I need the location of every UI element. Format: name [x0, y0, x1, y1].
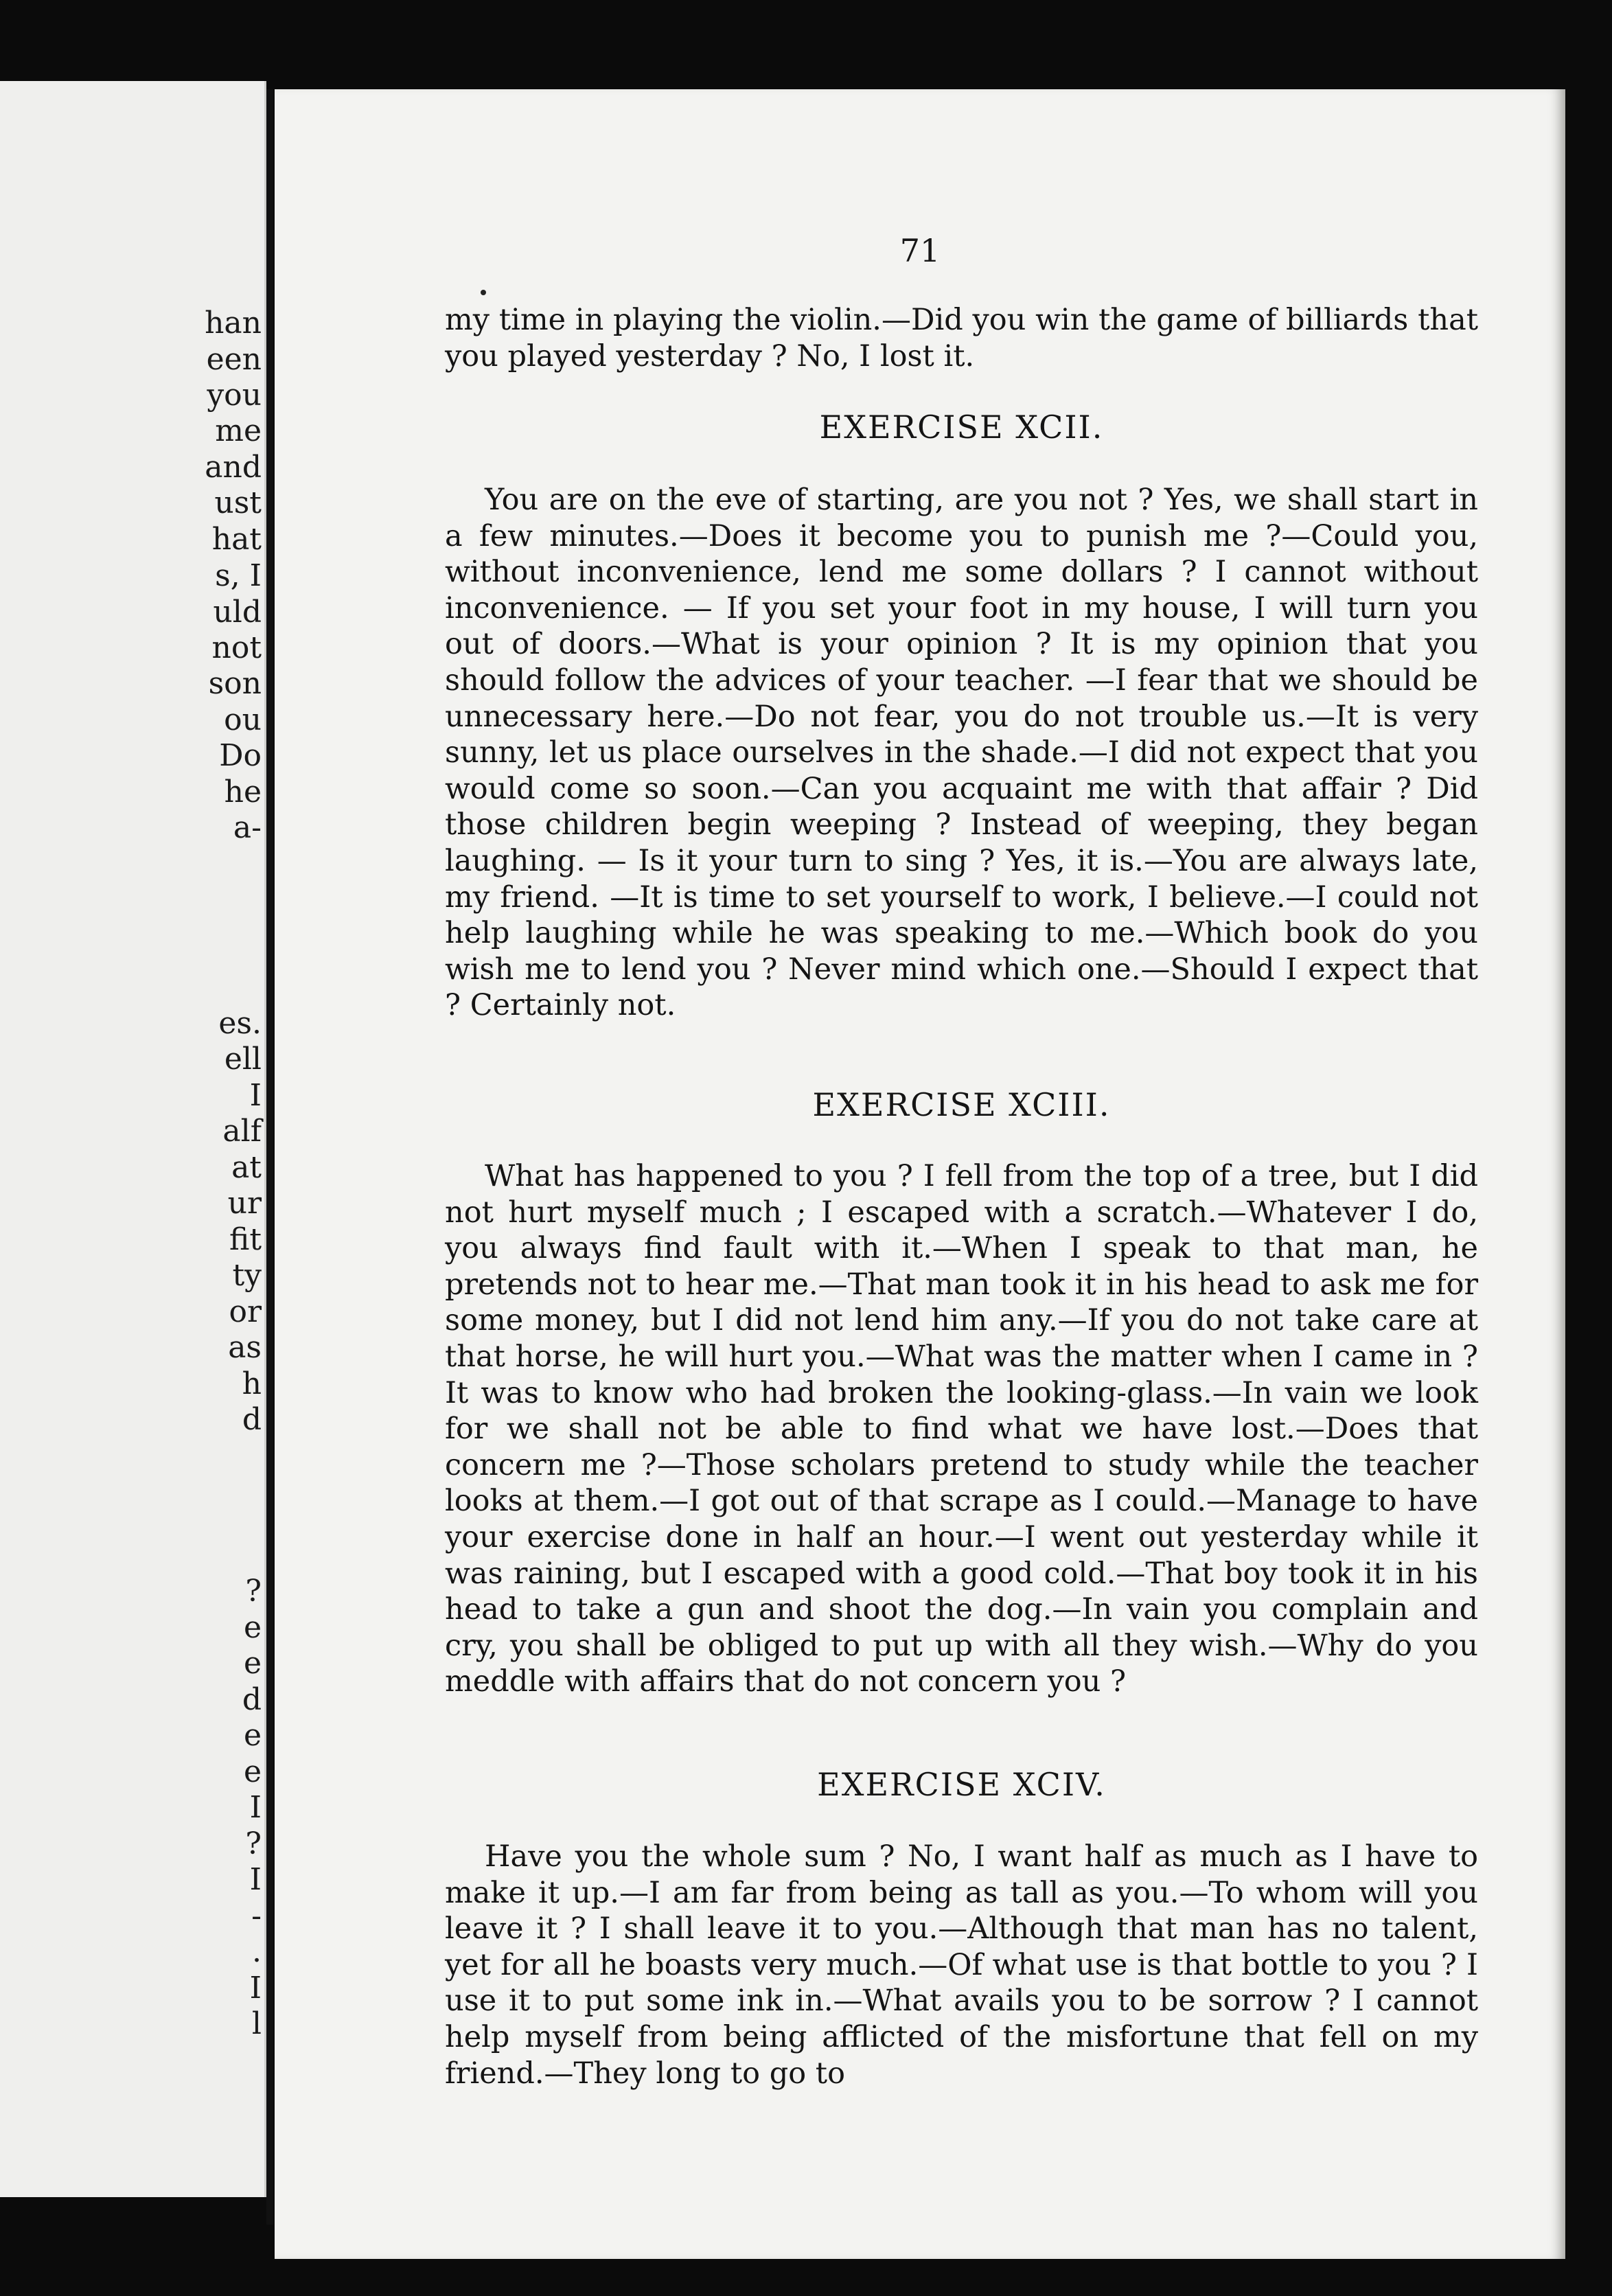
exercise-xciii-heading: EXERCISE XCIII.: [812, 1086, 1111, 1123]
left-page-fragment: son: [208, 666, 262, 701]
exercise-xciv-heading: EXERCISE XCIV.: [817, 1766, 1106, 1803]
left-page-fragment: you: [207, 378, 262, 413]
left-page-fragment: een: [206, 342, 262, 377]
left-page-fragment: a-: [233, 810, 262, 845]
left-page-fragment: alf: [222, 1114, 262, 1149]
left-page-fragment: .: [252, 1934, 262, 1969]
left-page-fragment: ty: [232, 1258, 262, 1293]
left-page-fragment: fit: [229, 1222, 262, 1257]
left-page-fragment: h: [242, 1366, 262, 1401]
intro-paragraph: [445, 302, 1478, 374]
left-page-fragment: at: [231, 1150, 262, 1185]
left-page-fragment: I: [249, 1790, 262, 1825]
left-page-fragment: Do: [219, 738, 262, 773]
page-gutter: [266, 89, 273, 2225]
left-page-fragment: es.: [218, 1006, 262, 1041]
stray-ink-dot: [481, 290, 486, 295]
right-page: [275, 89, 1565, 2259]
page-number: 71: [899, 232, 941, 269]
left-page-fragment: ?: [245, 1574, 262, 1609]
left-page-fragment: han: [205, 306, 262, 341]
left-page-fragment: hat: [211, 522, 262, 557]
exercise-xcii-text: You are on the eve of starting, are you not ? Yes, we shall start in a few minutes.—Does it become you to punish me ?—Could you, without inconvenience, lend me some dollars ? I cannot without inconvenience. — If you set your foot in my house, I will turn you out of doors.—What is your opinion ? It is my opinion that you should follow the advices of your teacher. —I fear that we should be unnecessary here.—Do not fear, you do not trouble us.—It is very sunny, let us place ourselves in the shade.—I did not expect that you would come so soon.—Can you acquaint me with that affair ? Did those children begin weeping ? Instead of weeping, they began laughing. — Is it your turn to sing ? Yes, it is.—You are always late, my friend. —It is time to set yourself to work, I believe.—I could not help laughing while he was speaking to me.—Which book do you wish me to lend you ? Never mind which one.—Should I expect that ? Certainly not.: [445, 483, 1478, 1023]
left-page-fragment: ust: [214, 485, 262, 520]
left-page-fragment: uld: [213, 595, 262, 630]
left-page-fragment: e: [243, 1646, 262, 1681]
exercise-xciii-text: What has happened to you ? I fell from the top of a tree, but I did not hurt myself much ; I escaped with a scratch.—Whatever I do, you always find fault with it.—When I speak to that man, he pretends not to hear me.—That man took it in his head to ask me for some money, but I did not lend him any.—If you do not take care at that horse, he will hurt you.—What was the matter when I came in ? It was to know who had broken the looking-glass.—In vain we look for we shall not be able to find what we have lost.—Does that concern me ?—Those scholars pretend to study while the teacher looks at them.—I got out of that scrape as I could.—Manage to have your exercise done in half an hour.—I went out yesterday while it was raining, but I escaped with a good cold.—That boy took it in his head to take a gun and shoot the dog.—In vain you complain and cry, you shall be obliged to put up with all they wish.—Why do you meddle with affairs that do not concern you ?: [445, 1159, 1478, 1699]
left-page-fragment: ur: [227, 1186, 262, 1221]
intro-text: my time in playing the violin.—Did you win the game of billiards that you played yesterday ? No, I lost it.: [445, 303, 1478, 374]
left-page-fragment: e: [243, 1718, 262, 1753]
left-page-fragment: I: [249, 1078, 262, 1113]
left-page-fragment: I: [249, 1971, 262, 2006]
left-page-fragment: ou: [224, 702, 262, 737]
left-page-fragment: l: [251, 2006, 262, 2041]
exercise-xcii-heading: EXERCISE XCII.: [819, 409, 1104, 446]
left-page-fragment: d: [242, 1402, 262, 1437]
left-page-fragment: he: [224, 774, 262, 810]
left-page-fragment: e: [243, 1610, 262, 1645]
left-page-fragment: ell: [224, 1042, 262, 1077]
left-page-fragment: d: [242, 1682, 262, 1717]
exercise-xcii-body: [445, 482, 1478, 1024]
left-page-fragment: and: [205, 450, 262, 485]
left-page-fragment: as: [228, 1330, 262, 1365]
left-facing-page: [0, 81, 266, 2197]
exercise-xciv-body: [445, 1839, 1478, 2091]
left-page-fragment: e: [243, 1754, 262, 1789]
left-page-fragment: -: [251, 1898, 262, 1933]
left-page-fragment: not: [211, 630, 262, 665]
exercise-xciii-body: [445, 1158, 1478, 1700]
left-page-fragment: I: [249, 1862, 262, 1897]
left-page-fragment: ?: [245, 1826, 262, 1861]
left-page-fragment: or: [229, 1294, 262, 1329]
exercise-xciv-text: Have you the whole sum ? No, I want half as much as I have to make it up.—I am far from being as tall as you.—To whom will you leave it ? I shall leave it to you.—Although that man has no talent, yet for all he boasts very much.—Of what use is that bottle to you ? I use it to put some ink in.—What avails you to be sorrow ? I cannot help myself from being afflicted of the misfortune that fell on my friend.—They long to go to: [445, 1839, 1478, 2091]
left-page-fragment: me: [215, 413, 262, 448]
left-page-fragment: s, I: [215, 558, 262, 593]
